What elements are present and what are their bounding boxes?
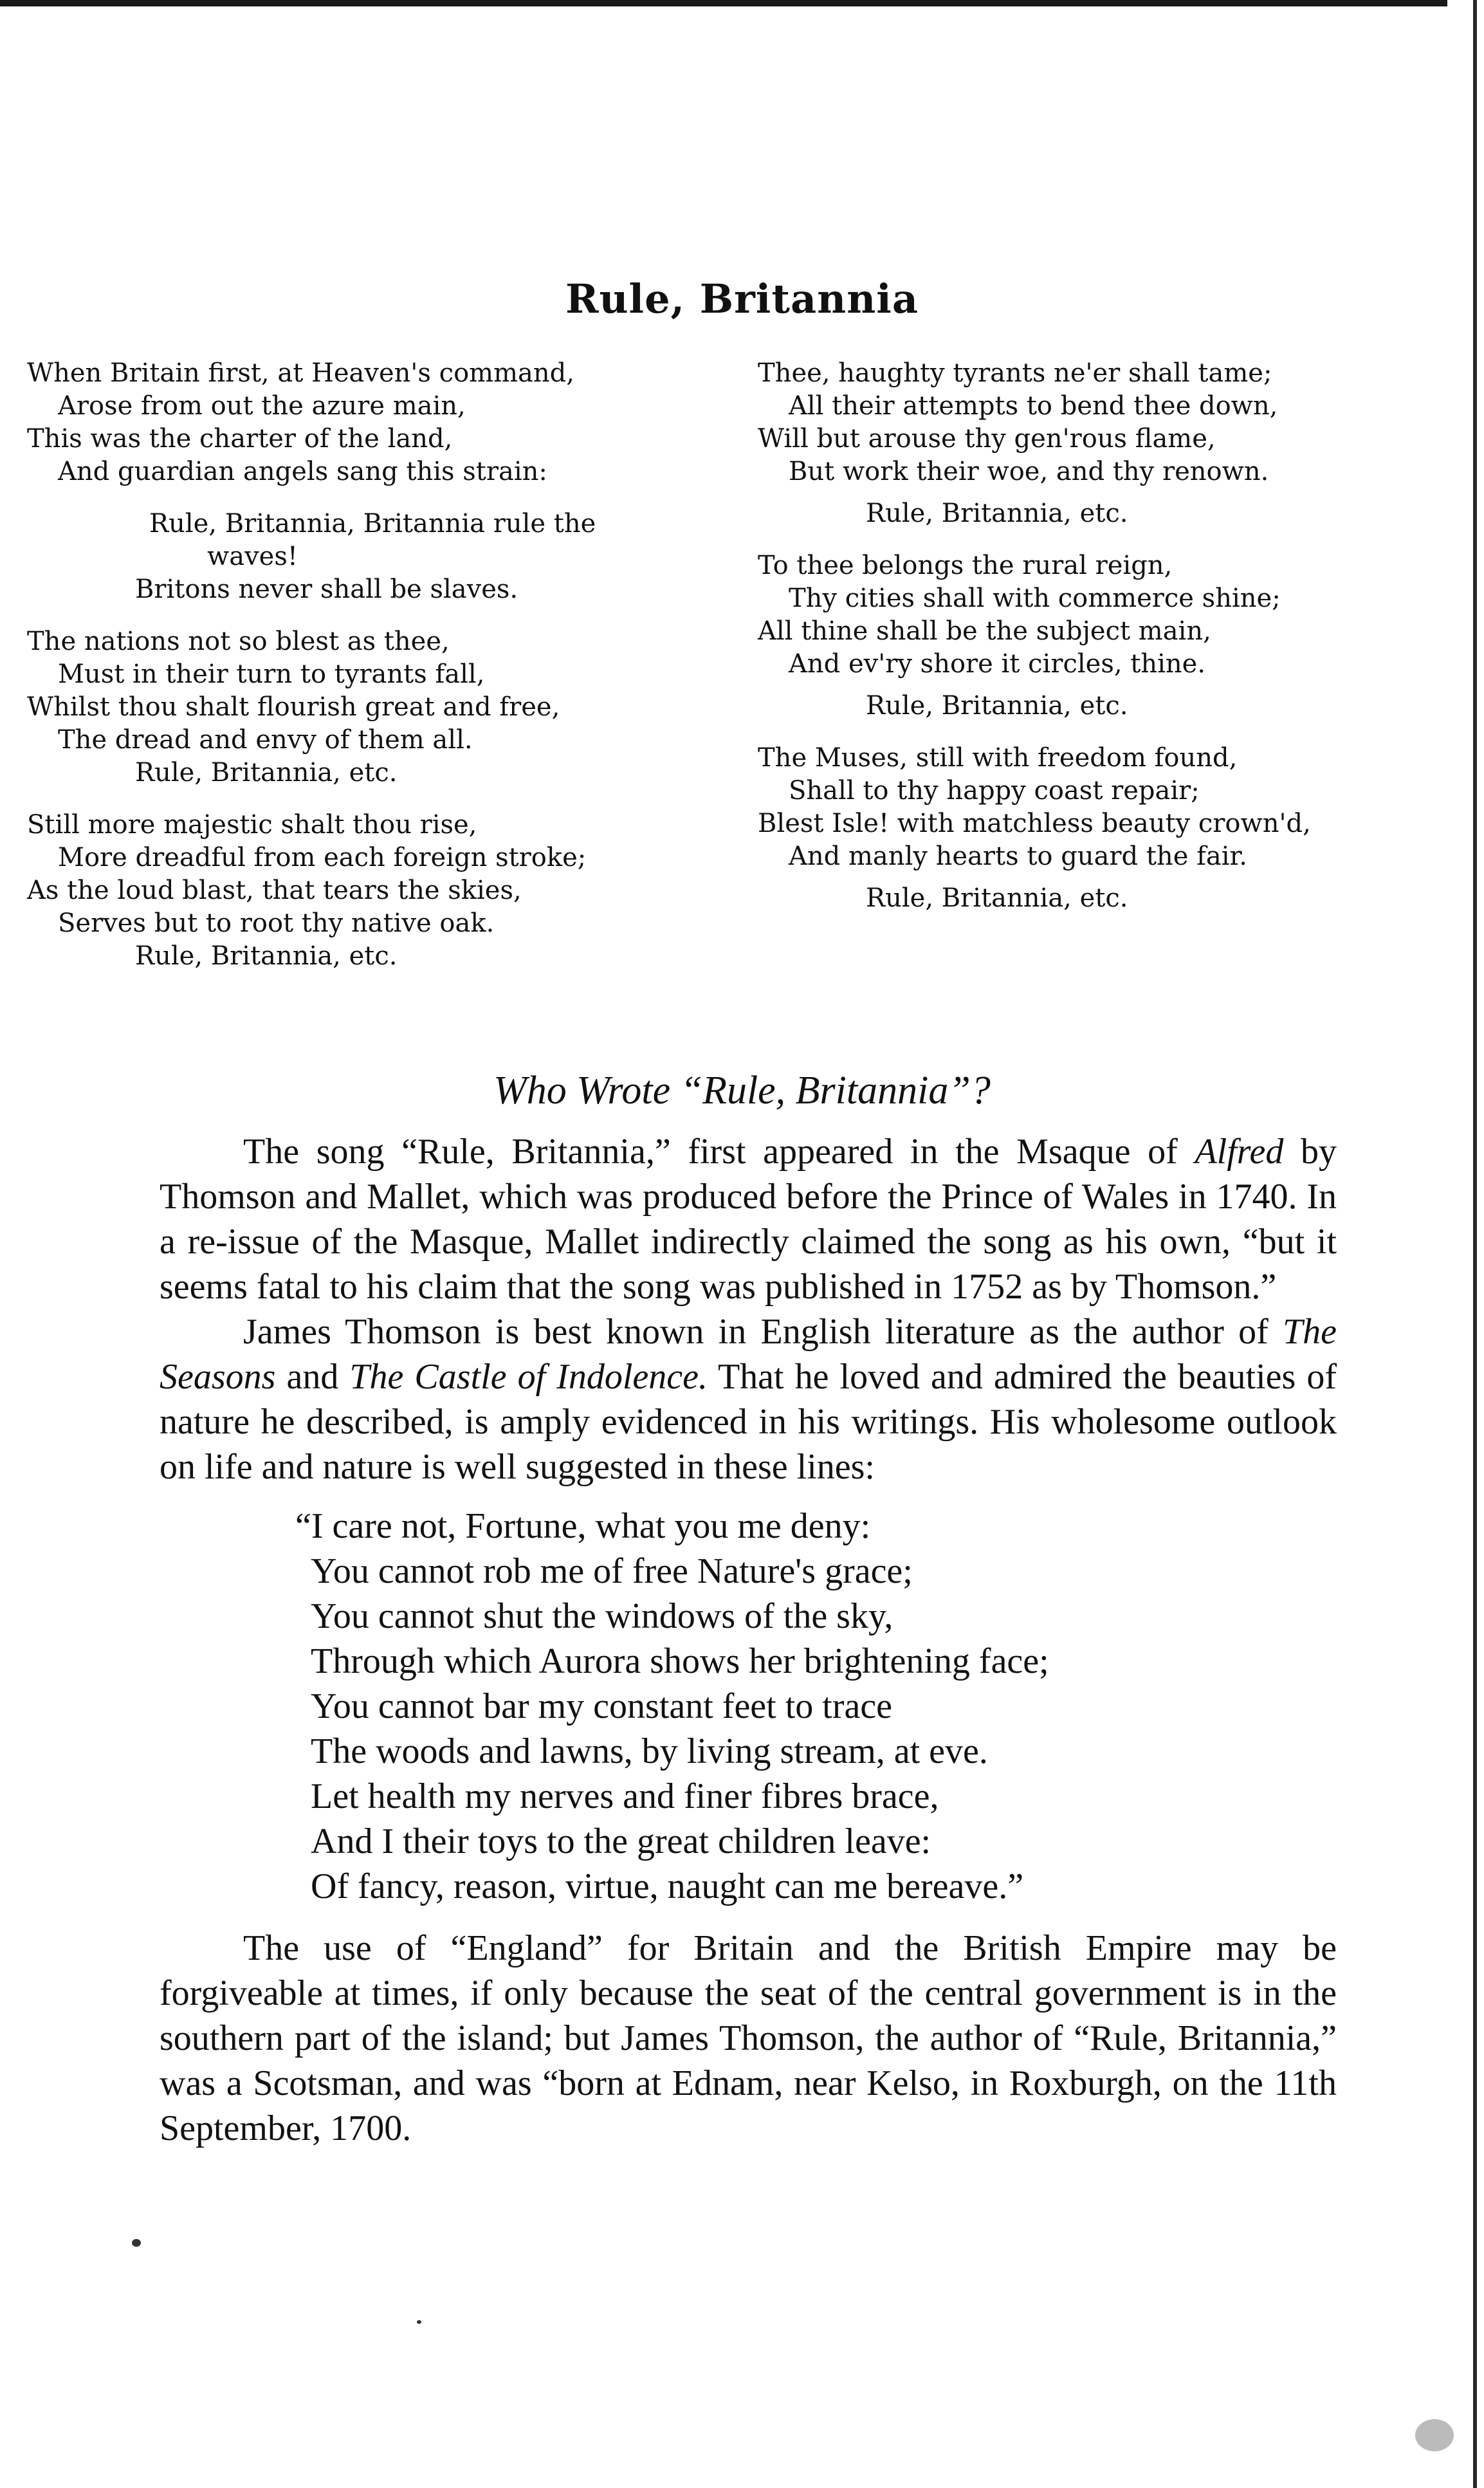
paragraph-text: The song “Rule, Britannia,” first appeared in the Msaque of <box>243 1132 1178 1172</box>
ink-speck <box>417 2320 421 2324</box>
quote-line: You cannot shut the windows of the sky, <box>311 1596 893 1636</box>
quote-line: You cannot rob me of free Nature's grace; <box>311 1551 913 1591</box>
verse-line: More dreadful from each foreign stroke; <box>58 843 587 872</box>
quote-line: And I their toys to the great children leave: <box>311 1821 931 1861</box>
paragraph-text: and <box>275 1357 350 1397</box>
ink-speck <box>132 2239 141 2247</box>
paragraph-3 <box>160 1926 1337 2151</box>
refrain-line: Rule, Britannia, etc. <box>135 941 398 971</box>
quote-line: Through which Aurora shows her brightening face; <box>311 1641 1049 1681</box>
refrain-line: Rule, Britannia, etc. <box>135 758 398 788</box>
chorus <box>27 508 722 606</box>
verse-line: Arose from out the azure main, <box>58 391 466 421</box>
verse-line: As the loud blast, that tears the skies, <box>27 876 522 905</box>
quote-line: “I care not, Fortune, what you me deny: <box>295 1506 871 1546</box>
paragraph-text: by Thomson and Mallet, which was produced before the Prince of Wales in 1740. In a re-issue of the Masque, Mallet indirectly claimed the song as his own, “but it seems fatal to his claim that the song was published in 1752 as by Thomson.” <box>160 1132 1337 1307</box>
verse-line: To thee belongs the rural reign, <box>758 551 1173 580</box>
article-body <box>160 1129 1337 2151</box>
quote-line: The woods and lawns, by living stream, at eve. <box>311 1731 988 1771</box>
verse-line: And ev'ry shore it circles, thine. <box>789 649 1206 679</box>
stanza-6 <box>758 742 1452 915</box>
verse-line: Thy cities shall with commerce shine; <box>789 584 1281 613</box>
verse-line: And manly hearts to guard the fair. <box>789 842 1247 871</box>
italic-title-alfred: Alfred <box>1195 1132 1284 1172</box>
quote-line: Of fancy, reason, virtue, naught can me bereave.” <box>311 1866 1024 1906</box>
chorus-line: waves! <box>207 542 298 571</box>
verse-line: Must in their turn to tyrants fall, <box>58 659 485 689</box>
verse-line: Shall to thy happy coast repair; <box>789 776 1200 806</box>
italic-title-castle: The Castle of Indolence. <box>349 1357 708 1397</box>
verse-line: All thine shall be the subject main, <box>758 616 1211 646</box>
verse-line: The dread and envy of them all. <box>58 725 473 755</box>
verse-line: The nations not so blest as thee, <box>27 627 450 656</box>
paragraph-text: That he loved and admired the beauties of nature he described, is amply evidenced in his writings. His wholesome outlook on life and nature is well suggested in these lines: <box>160 1357 1337 1487</box>
verse-line: Blest Isle! with matchless beauty crown'd, <box>758 809 1311 838</box>
refrain-line: Rule, Britannia, etc. <box>866 499 1128 528</box>
stanza-1 <box>27 357 722 488</box>
paragraph-text: James Thomson is best known in English literature as the author of <box>243 1312 1283 1352</box>
top-border-rule <box>0 0 1447 6</box>
paragraph-1 <box>160 1129 1337 1309</box>
verse-line: This was the charter of the land, <box>27 424 453 454</box>
verse-line: Thee, haughty tyrants ne'er shall tame; <box>758 358 1272 388</box>
right-page-edge <box>1473 0 1477 2488</box>
quote-line: Let health my nerves and finer fibres brace, <box>311 1776 939 1816</box>
verse-line: And guardian angels sang this strain: <box>58 457 547 486</box>
quoted-verse <box>295 1504 1337 1909</box>
verse-line: Serves but to root thy native oak. <box>58 908 495 938</box>
verse-line: Still more majestic shalt thou rise, <box>27 810 477 840</box>
quote-line: You cannot bar my constant feet to trace <box>311 1686 893 1726</box>
chorus-line: Rule, Britannia, Britannia rule the <box>149 509 596 539</box>
paragraph-text: The use of “England” for Britain and the British Empire may be forgiveable at times, if only because the seat of the central government is in the southern part of the island; but James Thomson, the author of “Rule, Britannia,” was a Scotsman, and was “born at Ednam, near Kelso, in Roxburgh, on the 11th September, 1700. <box>160 1928 1337 2148</box>
italic-title-seasons: The Seasons <box>160 1312 1337 1397</box>
poem-title: Rule, Britannia <box>565 275 919 322</box>
stanza-5 <box>758 549 1452 723</box>
chorus-line: Britons never shall be slaves. <box>135 575 518 604</box>
page-corner-wear <box>1415 2419 1454 2451</box>
poem-right-column <box>758 357 1452 934</box>
verse-line: Will but arouse thy gen'rous flame, <box>758 424 1216 454</box>
verse-line: When Britain first, at Heaven's command, <box>27 358 574 388</box>
verse-line: But work their woe, and thy renown. <box>789 457 1269 486</box>
stanza-3 <box>27 809 722 973</box>
stanza-2 <box>27 625 722 789</box>
poem-left-column <box>27 357 722 992</box>
paragraph-2 <box>160 1309 1337 1489</box>
article-title: Who Wrote “Rule, Britannia”? <box>493 1069 991 1112</box>
verse-line: Whilst thou shalt flourish great and free, <box>27 692 560 722</box>
refrain-line: Rule, Britannia, etc. <box>866 691 1128 721</box>
stanza-4 <box>758 357 1452 530</box>
verse-line: All their attempts to bend thee down, <box>789 391 1278 421</box>
verse-line: The Muses, still with freedom found, <box>758 743 1238 773</box>
refrain-line: Rule, Britannia, etc. <box>866 883 1128 913</box>
